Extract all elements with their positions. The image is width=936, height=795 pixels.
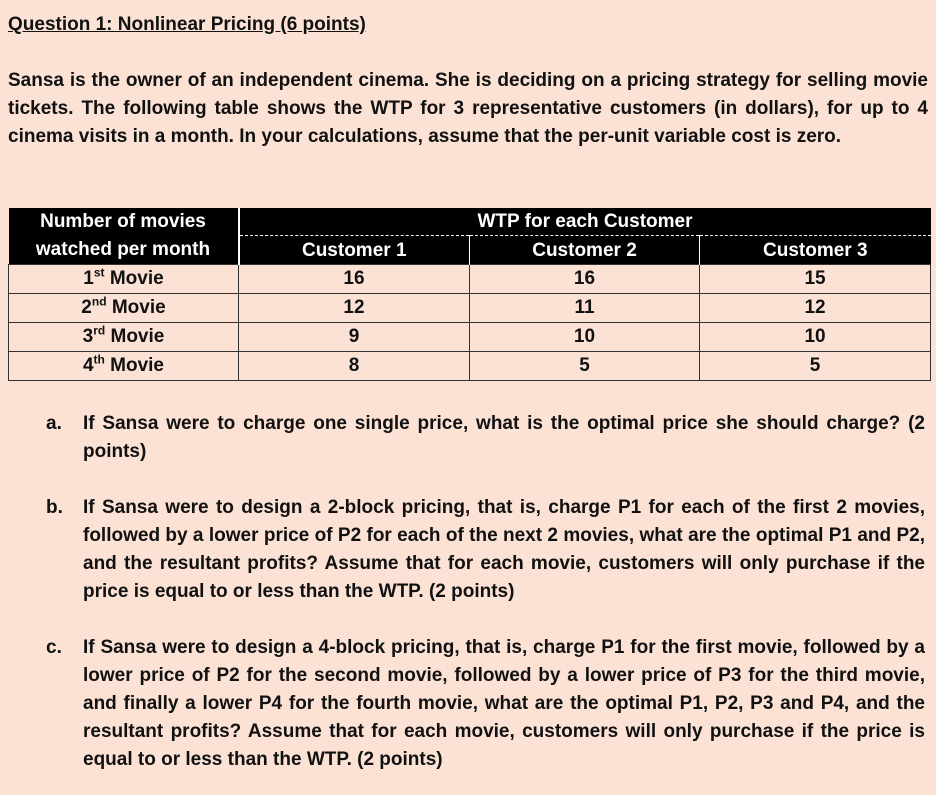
row-label — [9, 265, 239, 294]
table-cell: 10 — [700, 323, 931, 352]
row-num: 4 — [82, 355, 94, 376]
row-label — [9, 294, 239, 323]
question-letter: c. — [46, 637, 62, 658]
question-text: If Sansa were to design a 4-block pricing, that is, charge P1 for the first movie, followed by a lower price of P2 for the second movie, followed by a lower price of P3 for the third movie, and finally a lower P4 for the fourth movie, what are the optimal P1, P2, P3 and P4, and the resultant profits? Assume that for each movie, customers will only purchase if the price is equal to or less than the WTP. (2 points) — [83, 637, 925, 770]
table-cell: 16 — [239, 265, 470, 294]
customer-header: Customer 3 — [700, 236, 931, 265]
table-row — [9, 323, 931, 352]
row-label-text: Movie — [111, 297, 166, 318]
row-header-line1: Number of movies — [40, 211, 206, 232]
question-title: Question 1: Nonlinear Pricing (6 points) — [8, 14, 366, 35]
row-suffix: rd — [93, 323, 106, 338]
table-header-row — [9, 208, 931, 236]
row-suffix: st — [93, 265, 105, 280]
row-suffix: nd — [91, 294, 107, 309]
row-suffix: th — [93, 352, 105, 367]
question-text: If Sansa were to design a 2-block pricing, that is, charge P1 for each of the first 2 movies, followed by a lower price of P2 for each of the next 2 movies, what are the optimal P1 and P2, and the resultant profits? Assume that for each movie, customers will only purchase if the price is equal to or less than the WTP. (2 points) — [83, 497, 925, 602]
wtp-table — [8, 208, 931, 381]
row-num: 2 — [81, 297, 92, 318]
row-header-cell — [9, 208, 239, 265]
row-label — [9, 323, 239, 352]
table-cell: 8 — [239, 352, 470, 381]
table-cell: 15 — [700, 265, 931, 294]
row-num: 3 — [82, 326, 94, 347]
table-cell: 10 — [470, 323, 700, 352]
row-header-line2: watched per month — [35, 239, 211, 260]
intro-paragraph: Sansa is the owner of an independent cinema. She is deciding on a pricing strategy for selling movie tickets. The following table shows the WTP for 3 representative customers (in dollars), for up to 4 cinema visits in a month. In your calculations, assume that the per-unit variable cost is zero. — [8, 70, 928, 147]
table-row — [9, 265, 931, 294]
table-cell: 12 — [239, 294, 470, 323]
row-label-text: Movie — [110, 355, 165, 376]
customer-header: Customer 2 — [470, 236, 700, 265]
row-num: 1 — [83, 268, 94, 289]
group-header: WTP for each Customer — [239, 208, 931, 236]
question-letter: b. — [46, 497, 63, 518]
row-label-text: Movie — [109, 268, 164, 289]
question-text: If Sansa were to charge one single price, what is the optimal price she should charge? (2 points) — [83, 413, 925, 462]
table-cell: 12 — [700, 294, 931, 323]
table-row — [9, 294, 931, 323]
question-letter: a. — [46, 413, 62, 434]
table-cell: 16 — [470, 265, 700, 294]
table-cell: 11 — [470, 294, 700, 323]
table-cell: 9 — [239, 323, 470, 352]
row-label — [9, 352, 239, 381]
table-cell: 5 — [700, 352, 931, 381]
customer-header: Customer 1 — [239, 236, 470, 265]
table-cell: 5 — [470, 352, 700, 381]
row-label-text: Movie — [110, 326, 165, 347]
table-row — [9, 352, 931, 381]
